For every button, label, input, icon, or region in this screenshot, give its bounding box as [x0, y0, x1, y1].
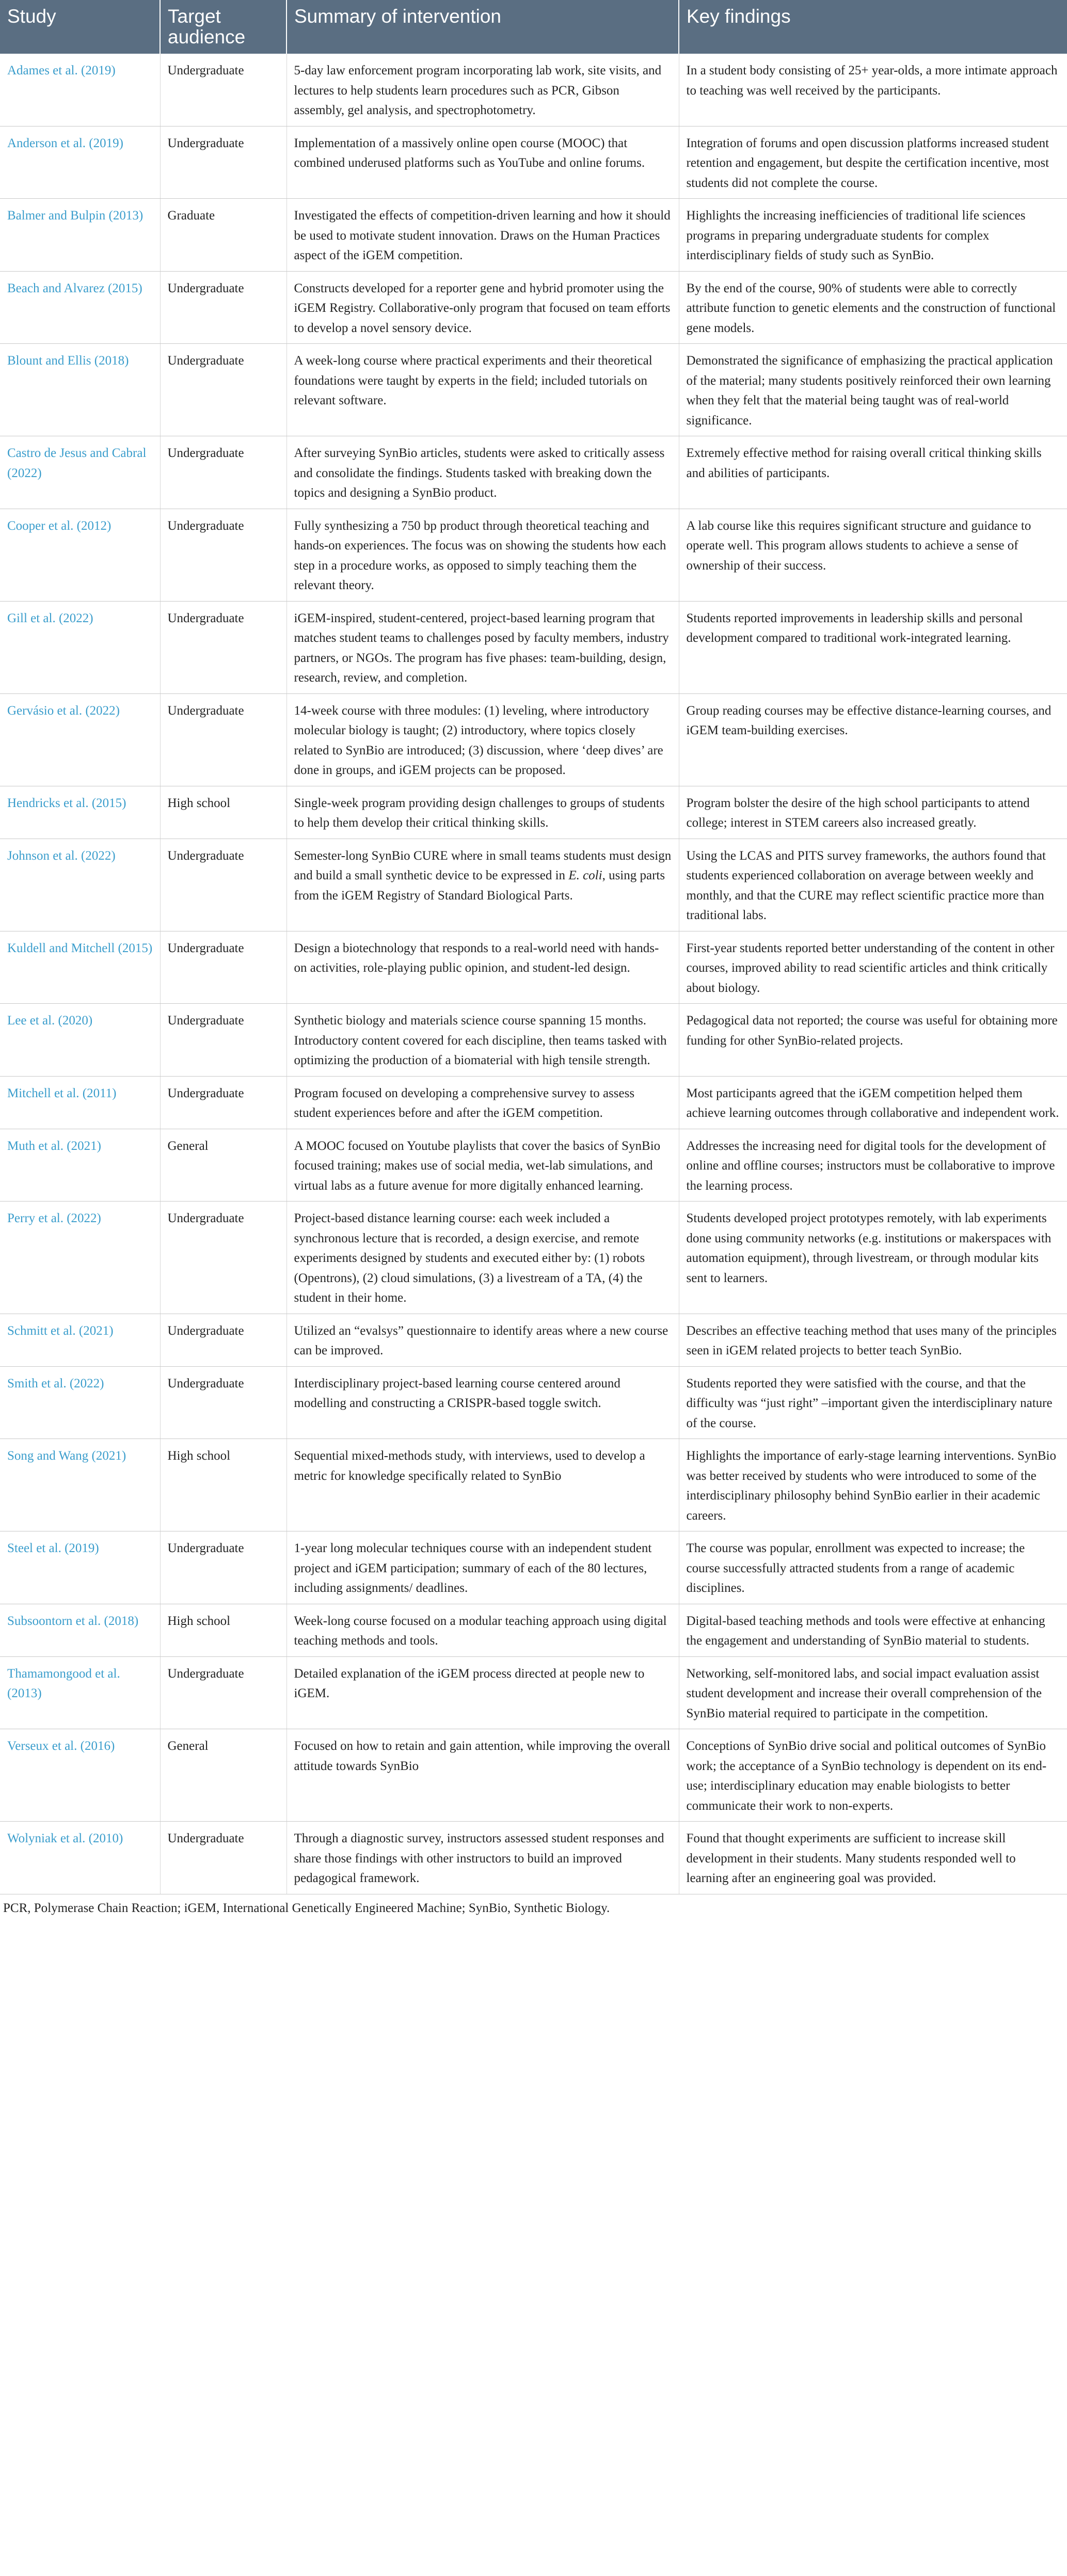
study-citation-link[interactable]: Steel et al. (2019): [0, 1531, 160, 1604]
summary-cell: Interdisciplinary project-based learning course centered around modelling and constructing a CRISPR-based toggle switch.: [286, 1366, 679, 1439]
organism-name: E. coli: [568, 868, 602, 882]
summary-cell: 14-week course with three modules: (1) leveling, where introductory molecular biology is taught; (2) introductory, where topics closely related to SynBio are introduced; (3) discussion, where ‘deep dives’ are done in groups, and iGEM projects can be proposed.: [286, 693, 679, 786]
study-citation-link[interactable]: Gill et al. (2022): [0, 601, 160, 693]
table-row: [0, 1439, 1067, 1531]
table-row: [0, 271, 1067, 344]
key-findings-cell: Integration of forums and open discussion platforms increased student retention and engagement, but despite the certification incentive, most students did not complete the course.: [679, 126, 1067, 199]
study-citation-link[interactable]: Gervásio et al. (2022): [0, 693, 160, 786]
study-citation-link[interactable]: Cooper et al. (2012): [0, 509, 160, 601]
key-findings-cell: First-year students reported better understanding of the content in other courses, improved ability to read scientific articles and think critically about biology.: [679, 931, 1067, 1004]
study-citation-link[interactable]: Verseux et al. (2016): [0, 1729, 160, 1822]
table-row: [0, 126, 1067, 199]
target-audience-cell: Undergraduate: [160, 436, 286, 509]
target-audience-cell: Undergraduate: [160, 1822, 286, 1894]
summary-cell: A week-long course where practical experiments and their theoretical foundations were taught by experts in the field; included tutorials on relevant software.: [286, 344, 679, 436]
study-citation-link[interactable]: Kuldell and Mitchell (2015): [0, 931, 160, 1004]
study-citation-link[interactable]: Blount and Ellis (2018): [0, 344, 160, 436]
target-audience-cell: General: [160, 1729, 286, 1822]
table-row: [0, 1314, 1067, 1366]
key-findings-cell: Group reading courses may be effective distance-learning courses, and iGEM team-building exercises.: [679, 693, 1067, 786]
table-row: [0, 931, 1067, 1004]
summary-cell: Week-long course focused on a modular teaching approach using digital teaching methods and tools.: [286, 1604, 679, 1656]
table-row: [0, 199, 1067, 272]
target-audience-cell: Undergraduate: [160, 1076, 286, 1129]
study-citation-link[interactable]: Thamamongood et al. (2013): [0, 1656, 160, 1729]
table-row: [0, 786, 1067, 839]
table-body: [0, 54, 1067, 1894]
target-audience-cell: Undergraduate: [160, 693, 286, 786]
key-findings-cell: Demonstrated the significance of emphasizing the practical application of the material; many students positively reinforced their own learning when they felt that the material being taught was of real-world significance.: [679, 344, 1067, 436]
target-audience-cell: High school: [160, 786, 286, 839]
summary-cell: Implementation of a massively online open course (MOOC) that combined underused platforms such as YouTube and online forums.: [286, 126, 679, 199]
study-citation-link[interactable]: Castro de Jesus and Cabral (2022): [0, 436, 160, 509]
summary-cell: iGEM-inspired, student-centered, project-based learning program that matches student teams to challenges posed by faculty members, industry partners, or NGOs. The program has five phases: team-building, design, research, review, and completion.: [286, 601, 679, 693]
study-citation-link[interactable]: Hendricks et al. (2015): [0, 786, 160, 839]
table-row: [0, 839, 1067, 931]
summary-cell: Fully synthesizing a 750 bp product through theoretical teaching and hands-on experiences. The focus was on showing the students how each step in a procedure works, as opposed to simply teaching them the relevant theory.: [286, 509, 679, 601]
summary-cell: Project-based distance learning course: each week included a synchronous lecture that is recorded, a design exercise, and remote experiments designed by students and executed either by: (1) robots (Opentrons), (2) cloud simulations, (3) a livestream of a TA, (4) the student in their home.: [286, 1202, 679, 1314]
summary-cell: Design a biotechnology that responds to a real-world need with hands-on activities, role-playing public opinion, and student-led design.: [286, 931, 679, 1004]
key-findings-cell: Students reported they were satisfied with the course, and that the difficulty was “just right” –important given the interdisciplinary nature of the course.: [679, 1366, 1067, 1439]
table-row: [0, 1604, 1067, 1656]
key-findings-cell: Networking, self-monitored labs, and social impact evaluation assist student development and increase their overall comprehension of the SynBio material required to participate in the competition.: [679, 1656, 1067, 1729]
key-findings-cell: Extremely effective method for raising overall critical thinking skills and abilities of participants.: [679, 436, 1067, 509]
summary-cell: 1-year long molecular techniques course with an independent student project and iGEM participation; summary of each of the 80 lectures, including assignments/ deadlines.: [286, 1531, 679, 1604]
header-study: Study: [0, 0, 160, 54]
study-citation-link[interactable]: Song and Wang (2021): [0, 1439, 160, 1531]
table-footnote: PCR, Polymerase Chain Reaction; iGEM, International Genetically Engineered Machine; SynBio, Synthetic Biology.: [3, 1901, 610, 1915]
key-findings-cell: Digital-based teaching methods and tools were effective at enhancing the engagement and understanding of SynBio material to students.: [679, 1604, 1067, 1656]
key-findings-cell: The course was popular, enrollment was expected to increase; the course successfully attracted students from a range of academic disciplines.: [679, 1531, 1067, 1604]
study-citation-link[interactable]: Beach and Alvarez (2015): [0, 271, 160, 344]
study-citation-link[interactable]: Adames et al. (2019): [0, 54, 160, 126]
key-findings-cell: By the end of the course, 90% of students were able to correctly attribute function to genetic elements and the construction of functional gene models.: [679, 271, 1067, 344]
header-target-audience: Target audience: [160, 0, 286, 54]
study-citation-link[interactable]: Balmer and Bulpin (2013): [0, 199, 160, 272]
summary-cell: Single-week program providing design challenges to groups of students to help them develop their critical thinking skills.: [286, 786, 679, 839]
key-findings-cell: Students reported improvements in leadership skills and personal development compared to traditional work-integrated learning.: [679, 601, 1067, 693]
key-findings-cell: Using the LCAS and PITS survey frameworks, the authors found that students experienced collaboration on average between weekly and monthly, and that the CURE may reflect scientific practice more than traditional labs.: [679, 839, 1067, 931]
table-row: [0, 1129, 1067, 1202]
summary-cell: Sequential mixed-methods study, with interviews, used to develop a metric for knowledge specifically related to SynBio: [286, 1439, 679, 1531]
summary-cell: Utilized an “evalsys” questionnaire to identify areas where a new course can be improved.: [286, 1314, 679, 1366]
key-findings-cell: Students developed project prototypes remotely, with lab experiments done using community networks (e.g. institutions or makerspaces with automation equipment), through livestream, or through modular kits sent to learners.: [679, 1202, 1067, 1314]
target-audience-cell: Undergraduate: [160, 1531, 286, 1604]
target-audience-cell: Undergraduate: [160, 509, 286, 601]
study-citation-link[interactable]: Wolyniak et al. (2010): [0, 1822, 160, 1894]
table-row: [0, 1366, 1067, 1439]
summary-cell: Synthetic biology and materials science course spanning 15 months. Introductory content covered for each discipline, then teams tasked with optimizing the production of a biomaterial with high tensile strength.: [286, 1004, 679, 1077]
target-audience-cell: Undergraduate: [160, 931, 286, 1004]
target-audience-cell: Graduate: [160, 199, 286, 272]
summary-cell: Program focused on developing a comprehensive survey to assess student experiences before and after the iGEM competition.: [286, 1076, 679, 1129]
study-citation-link[interactable]: Smith et al. (2022): [0, 1366, 160, 1439]
summary-cell: A MOOC focused on Youtube playlists that cover the basics of SynBio focused training; makes use of social media, wet-lab simulations, and virtual labs as a future avenue for more digitally enhanced learning.: [286, 1129, 679, 1202]
summary-cell: Detailed explanation of the iGEM process directed at people new to iGEM.: [286, 1656, 679, 1729]
table-row: [0, 693, 1067, 786]
table-row: [0, 1656, 1067, 1729]
target-audience-cell: Undergraduate: [160, 1202, 286, 1314]
target-audience-cell: High school: [160, 1604, 286, 1656]
key-findings-cell: Pedagogical data not reported; the course was useful for obtaining more funding for other SynBio-related projects.: [679, 1004, 1067, 1077]
table-row: [0, 509, 1067, 601]
summary-cell: Constructs developed for a reporter gene and hybrid promoter using the iGEM Registry. Collaborative-only program that focused on team efforts to develop a novel sensory device.: [286, 271, 679, 344]
target-audience-cell: Undergraduate: [160, 126, 286, 199]
key-findings-cell: Conceptions of SynBio drive social and political outcomes of SynBio work; the acceptance of a SynBio technology is dependent on its end-use; interdisciplinary education may enable biologists to better communicate their work to non-experts.: [679, 1729, 1067, 1822]
header-key-findings: Key findings: [679, 0, 1067, 54]
key-findings-cell: Program bolster the desire of the high school participants to attend college; interest in STEM careers also increased greatly.: [679, 786, 1067, 839]
table-row: [0, 601, 1067, 693]
target-audience-cell: Undergraduate: [160, 54, 286, 126]
summary-cell: 5-day law enforcement program incorporating lab work, site visits, and lectures to help students learn procedures such as PCR, Gibson assembly, gel analysis, and spectrophotometry.: [286, 54, 679, 126]
study-citation-link[interactable]: Schmitt et al. (2021): [0, 1314, 160, 1366]
header-row: [0, 0, 1067, 54]
target-audience-cell: Undergraduate: [160, 1656, 286, 1729]
study-citation-link[interactable]: Subsoontorn et al. (2018): [0, 1604, 160, 1656]
key-findings-cell: Highlights the increasing inefficiencies of traditional life sciences programs in preparing undergraduate students for complex interdisciplinary fields of study such as SynBio.: [679, 199, 1067, 272]
summary-text: Semester-long SynBio CURE where in small teams students must design and build a small synthetic device to be expressed in: [294, 848, 672, 882]
target-audience-cell: General: [160, 1129, 286, 1202]
table-row: [0, 1822, 1067, 1894]
table-row: [0, 1729, 1067, 1822]
table-row: [0, 1076, 1067, 1129]
study-citation-link[interactable]: Anderson et al. (2019): [0, 126, 160, 199]
target-audience-cell: Undergraduate: [160, 1314, 286, 1366]
target-audience-cell: Undergraduate: [160, 839, 286, 931]
target-audience-cell: Undergraduate: [160, 1366, 286, 1439]
table-row: [0, 54, 1067, 126]
study-citation-link[interactable]: Muth et al. (2021): [0, 1129, 160, 1202]
study-citation-link[interactable]: Perry et al. (2022): [0, 1202, 160, 1314]
summary-text: , using parts from the iGEM Registry of Standard Biological Parts.: [294, 868, 665, 903]
key-findings-cell: Highlights the importance of early-stage learning interventions. SynBio was better received by students who were introduced to some of the interdisciplinary philosophy behind SynBio earlier in their academic careers.: [679, 1439, 1067, 1531]
key-findings-cell: Describes an effective teaching method that uses many of the principles seen in iGEM related projects to better teach SynBio.: [679, 1314, 1067, 1366]
table-row: [0, 1531, 1067, 1604]
table-header: [0, 0, 1067, 54]
key-findings-cell: Most participants agreed that the iGEM competition helped them achieve learning outcomes through collaborative and independent work.: [679, 1076, 1067, 1129]
key-findings-cell: A lab course like this requires significant structure and guidance to operate well. This program allows students to achieve a sense of ownership of their success.: [679, 509, 1067, 601]
study-citation-link[interactable]: Mitchell et al. (2011): [0, 1076, 160, 1129]
target-audience-cell: High school: [160, 1439, 286, 1531]
summary-cell: Focused on how to retain and gain attention, while improving the overall attitude towards SynBio: [286, 1729, 679, 1822]
key-findings-cell: In a student body consisting of 25+ year-olds, a more intimate approach to teaching was well received by the participants.: [679, 54, 1067, 126]
summary-cell: Through a diagnostic survey, instructors assessed student responses and share those findings with other instructors to build an improved pedagogical framework.: [286, 1822, 679, 1894]
target-audience-cell: Undergraduate: [160, 271, 286, 344]
summary-cell: Investigated the effects of competition-driven learning and how it should be used to motivate student innovation. Draws on the Human Practices aspect of the iGEM competition.: [286, 199, 679, 272]
study-citation-link[interactable]: Johnson et al. (2022): [0, 839, 160, 931]
summary-cell: After surveying SynBio articles, students were asked to critically assess and consolidate the findings. Students tasked with breaking down the topics and designing a SynBio product.: [286, 436, 679, 509]
key-findings-cell: Addresses the increasing need for digital tools for the development of online and offline courses; instructors must be collaborative to improve the learning process.: [679, 1129, 1067, 1202]
table-row: [0, 1202, 1067, 1314]
target-audience-cell: Undergraduate: [160, 344, 286, 436]
header-summary: Summary of intervention: [286, 0, 679, 54]
study-citation-link[interactable]: Lee et al. (2020): [0, 1004, 160, 1077]
table-row: [0, 436, 1067, 509]
table-row: [0, 1004, 1067, 1077]
key-findings-cell: Found that thought experiments are sufficient to increase skill development in their students. Many students responded well to learning after an engineering goal was provided.: [679, 1822, 1067, 1894]
target-audience-cell: Undergraduate: [160, 601, 286, 693]
table-row: [0, 344, 1067, 436]
summary-cell: [286, 839, 679, 931]
target-audience-cell: Undergraduate: [160, 1004, 286, 1077]
